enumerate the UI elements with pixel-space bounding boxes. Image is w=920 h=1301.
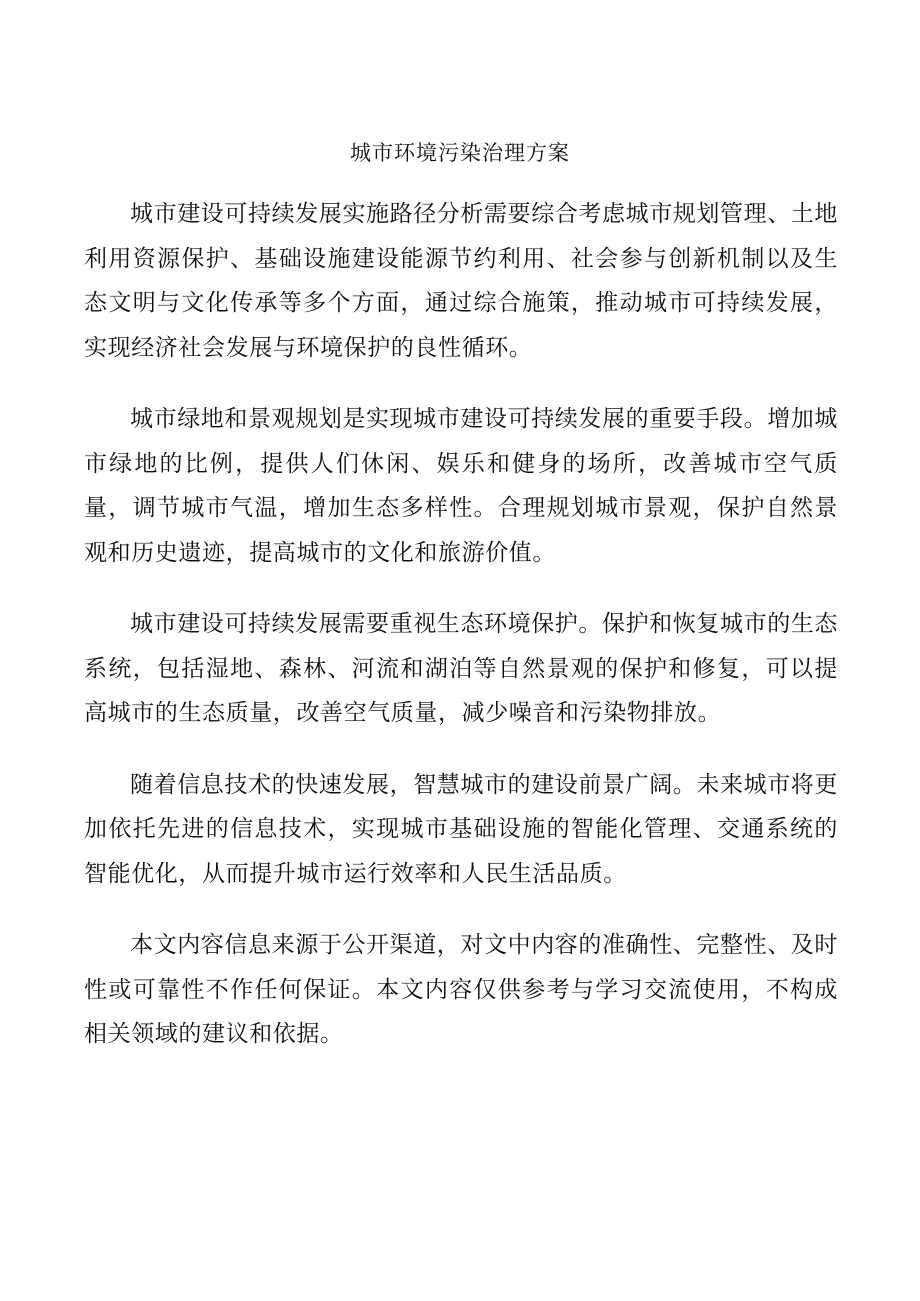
paragraph-3: 城市建设可持续发展需要重视生态环境保护。保护和恢复城市的生态系统，包括湿地、森林、河流和湖泊等自然景观的保护和修复，可以提高城市的生态质量，改善空气质量，减少噪音和污染物排放。 [84,611,838,726]
paragraph-2: 城市绿地和景观规划是实现城市建设可持续发展的重要手段。增加城市绿地的比例，提供人们休闲、娱乐和健身的场所，改善城市空气质量，调节城市气温，增加生态多样性。合理规划城市景观，保护自然景观和历史遗迹，提高城市的文化和旅游价值。 [84,406,838,566]
document-body [84,192,838,1084]
document-title: 城市环境污染治理方案 [350,141,570,165]
paragraph-5-disclaimer: 本文内容信息来源于公开渠道，对文中内容的准确性、完整性、及时性或可靠性不作任何保证。本文内容仅供参考与学习交流使用，不构成相关领域的建议和依据。 [84,932,838,1047]
paragraph-1: 城市建设可持续发展实施路径分析需要综合考虑城市规划管理、土地利用资源保护、基础设施建设能源节约利用、社会参与创新机制以及生态文明与文化传承等多个方面，通过综合施策，推动城市可持续发展，实现经济社会发展与环境保护的良性循环。 [84,201,838,361]
paragraph-4: 随着信息技术的快速发展，智慧城市的建设前景广阔。未来城市将更加依托先进的信息技术，实现城市基础设施的智能化管理、交通系统的智能优化，从而提升城市运行效率和人民生活品质。 [84,771,838,887]
